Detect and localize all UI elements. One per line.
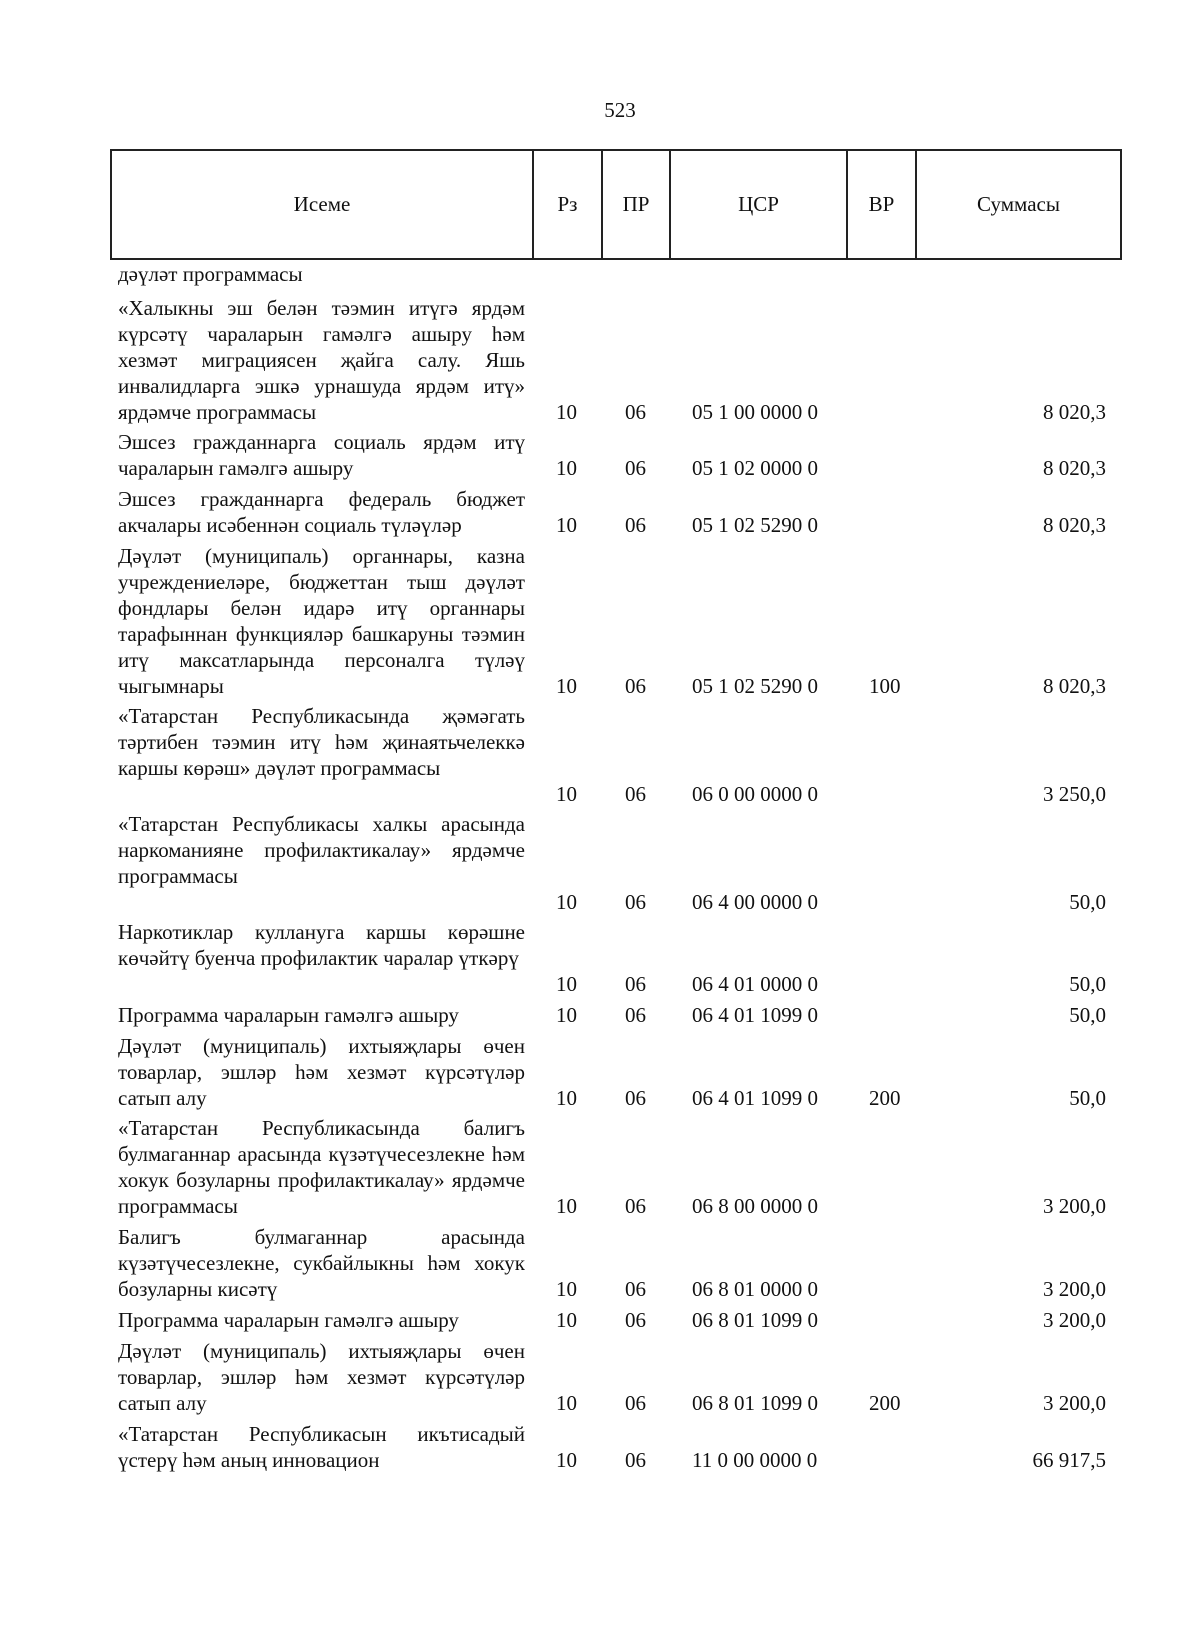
row-rz: 10 — [556, 1194, 577, 1218]
row-rz: 10 — [556, 513, 577, 537]
header-csr: ЦСР — [669, 151, 846, 258]
row-pr: 06 — [625, 1448, 646, 1472]
row-csr: 06 8 01 0000 0 — [692, 1277, 818, 1301]
row-pr: 06 — [625, 1194, 646, 1218]
table-row — [0, 261, 1200, 287]
row-name: Дәүләт (муниципаль) ихтыяҗлары өчен товарлар, эшләр һәм хезмәт күрсәтүләр сатып алу — [118, 1034, 525, 1110]
row-sum: 3 200,0 — [1043, 1391, 1106, 1415]
row-pr: 06 — [625, 1308, 646, 1332]
header-name: Исеме — [293, 192, 351, 216]
row-rz: 10 — [556, 1391, 577, 1415]
row-csr: 05 1 00 0000 0 — [692, 400, 818, 424]
row-name: Программа чараларын гамәлгә ашыру — [118, 1308, 459, 1332]
row-rz: 10 — [556, 674, 577, 698]
row-csr: 06 0 00 0000 0 — [692, 782, 818, 806]
row-csr: 06 8 01 1099 0 — [692, 1391, 818, 1415]
row-pr: 06 — [625, 1277, 646, 1301]
row-name: Дәүләт (муниципаль) органнары, казна учреждениеләре, бюджеттан тыш дәүләт фондлары белән идарә итү органнары тарафыннан функцияләр башкаруны тәэмин итү максатларында персоналга түләү чыгымнары — [118, 544, 525, 698]
row-name: Наркотиклар куллануга каршы көрәшне көчәйтү буенча профилактик чаралар үткәрү — [118, 920, 525, 970]
row-sum: 3 200,0 — [1043, 1308, 1106, 1332]
table-row — [0, 1002, 1200, 1028]
row-sum: 8 020,3 — [1043, 456, 1106, 480]
row-csr: 06 4 01 1099 0 — [692, 1003, 818, 1027]
table-row — [0, 1421, 1200, 1473]
row-sum: 3 200,0 — [1043, 1194, 1106, 1218]
row-name: «Татарстан Республикасы халкы арасында наркоманияне профилактикалау» ярдәмче программасы — [118, 812, 525, 888]
row-sum: 66 917,5 — [1032, 1448, 1106, 1472]
row-name: Эшсез гражданнарга социаль ярдәм итү чараларын гамәлгә ашыру — [118, 430, 525, 480]
row-name: «Татарстан Республикасында җәмәгать тәртибен тәэмин итү һәм җинаятьчелеккә каршы көрәш» дәүләт программасы — [118, 704, 525, 780]
row-rz: 10 — [556, 1086, 577, 1110]
row-sum: 3 200,0 — [1043, 1277, 1106, 1301]
row-name: «Татарстан Республикасын икътисадый үстерү һәм аның инновацион — [118, 1422, 525, 1472]
table-row — [0, 703, 1200, 807]
row-pr: 06 — [625, 782, 646, 806]
row-rz: 10 — [556, 456, 577, 480]
table-row — [0, 1115, 1200, 1219]
table-header — [110, 149, 1122, 260]
header-pr: ПР — [601, 151, 669, 258]
row-pr: 06 — [625, 1003, 646, 1027]
row-csr: 05 1 02 5290 0 — [692, 513, 818, 537]
row-csr: 05 1 02 5290 0 — [692, 674, 818, 698]
row-pr: 06 — [625, 400, 646, 424]
row-sum: 8 020,3 — [1043, 400, 1106, 424]
row-vr: 200 — [869, 1086, 901, 1110]
row-rz: 10 — [556, 1003, 577, 1027]
table-row — [0, 429, 1200, 481]
page-number: 523 — [604, 98, 636, 122]
header-rz: Рз — [532, 151, 601, 258]
row-name: «Татарстан Республикасында балигъ булмаганнар арасында күзәтүчесезлекне һәм хокук бозуларны профилактикалау» ярдәмче программасы — [118, 1116, 525, 1218]
row-csr: 06 4 01 0000 0 — [692, 972, 818, 996]
row-rz: 10 — [556, 400, 577, 424]
table-row — [0, 543, 1200, 699]
row-name: «Халыкны эш белән тәэмин итүгә ярдәм күрсәтү чараларын гамәлгә ашыру һәм хезмәт миграциясен җайга салу. Яшь инвалидларга эшкә урнашуда ярдәм итү» ярдәмче программасы — [118, 296, 525, 424]
row-rz: 10 — [556, 1308, 577, 1332]
row-pr: 06 — [625, 972, 646, 996]
row-rz: 10 — [556, 972, 577, 996]
table-row — [0, 1033, 1200, 1111]
row-csr: 11 0 00 0000 0 — [692, 1448, 818, 1472]
row-sum: 50,0 — [1069, 972, 1106, 996]
row-pr: 06 — [625, 674, 646, 698]
row-pr: 06 — [625, 1391, 646, 1415]
row-rz: 10 — [556, 1448, 577, 1472]
row-vr: 200 — [869, 1391, 901, 1415]
row-sum: 50,0 — [1069, 1003, 1106, 1027]
row-name: дәүләт программасы — [118, 262, 303, 286]
table-row — [0, 811, 1200, 915]
table-row — [0, 295, 1200, 425]
row-csr: 05 1 02 0000 0 — [692, 456, 818, 480]
row-csr: 06 8 01 1099 0 — [692, 1308, 818, 1332]
header-vr: ВР — [846, 151, 915, 258]
header-sum: Суммасы — [915, 151, 1120, 258]
row-pr: 06 — [625, 890, 646, 914]
row-rz: 10 — [556, 1277, 577, 1301]
table-row — [0, 486, 1200, 538]
row-pr: 06 — [625, 1086, 646, 1110]
row-sum: 3 250,0 — [1043, 782, 1106, 806]
row-csr: 06 4 01 1099 0 — [692, 1086, 818, 1110]
row-rz: 10 — [556, 782, 577, 806]
row-vr: 100 — [869, 674, 901, 698]
table-row — [0, 1224, 1200, 1302]
row-pr: 06 — [625, 456, 646, 480]
table-row — [0, 919, 1200, 997]
row-name: Балигъ булмаганнар арасында күзәтүчесезлекне, сукбайлыкны һәм хокук бозуларны кисәтү — [118, 1225, 525, 1301]
row-sum: 50,0 — [1069, 1086, 1106, 1110]
row-name: Программа чараларын гамәлгә ашыру — [118, 1003, 459, 1027]
row-name: Эшсез гражданнарга федераль бюджет акчалары исәбеннән социаль түләүләр — [118, 487, 525, 537]
row-csr: 06 8 00 0000 0 — [692, 1194, 818, 1218]
row-sum: 50,0 — [1069, 890, 1106, 914]
row-rz: 10 — [556, 890, 577, 914]
table-row — [0, 1338, 1200, 1416]
row-csr: 06 4 00 0000 0 — [692, 890, 818, 914]
row-pr: 06 — [625, 513, 646, 537]
table-row — [0, 1307, 1200, 1333]
row-name: Дәүләт (муниципаль) ихтыяҗлары өчен товарлар, эшләр һәм хезмәт күрсәтүләр сатып алу — [118, 1339, 525, 1415]
row-sum: 8 020,3 — [1043, 674, 1106, 698]
row-sum: 8 020,3 — [1043, 513, 1106, 537]
